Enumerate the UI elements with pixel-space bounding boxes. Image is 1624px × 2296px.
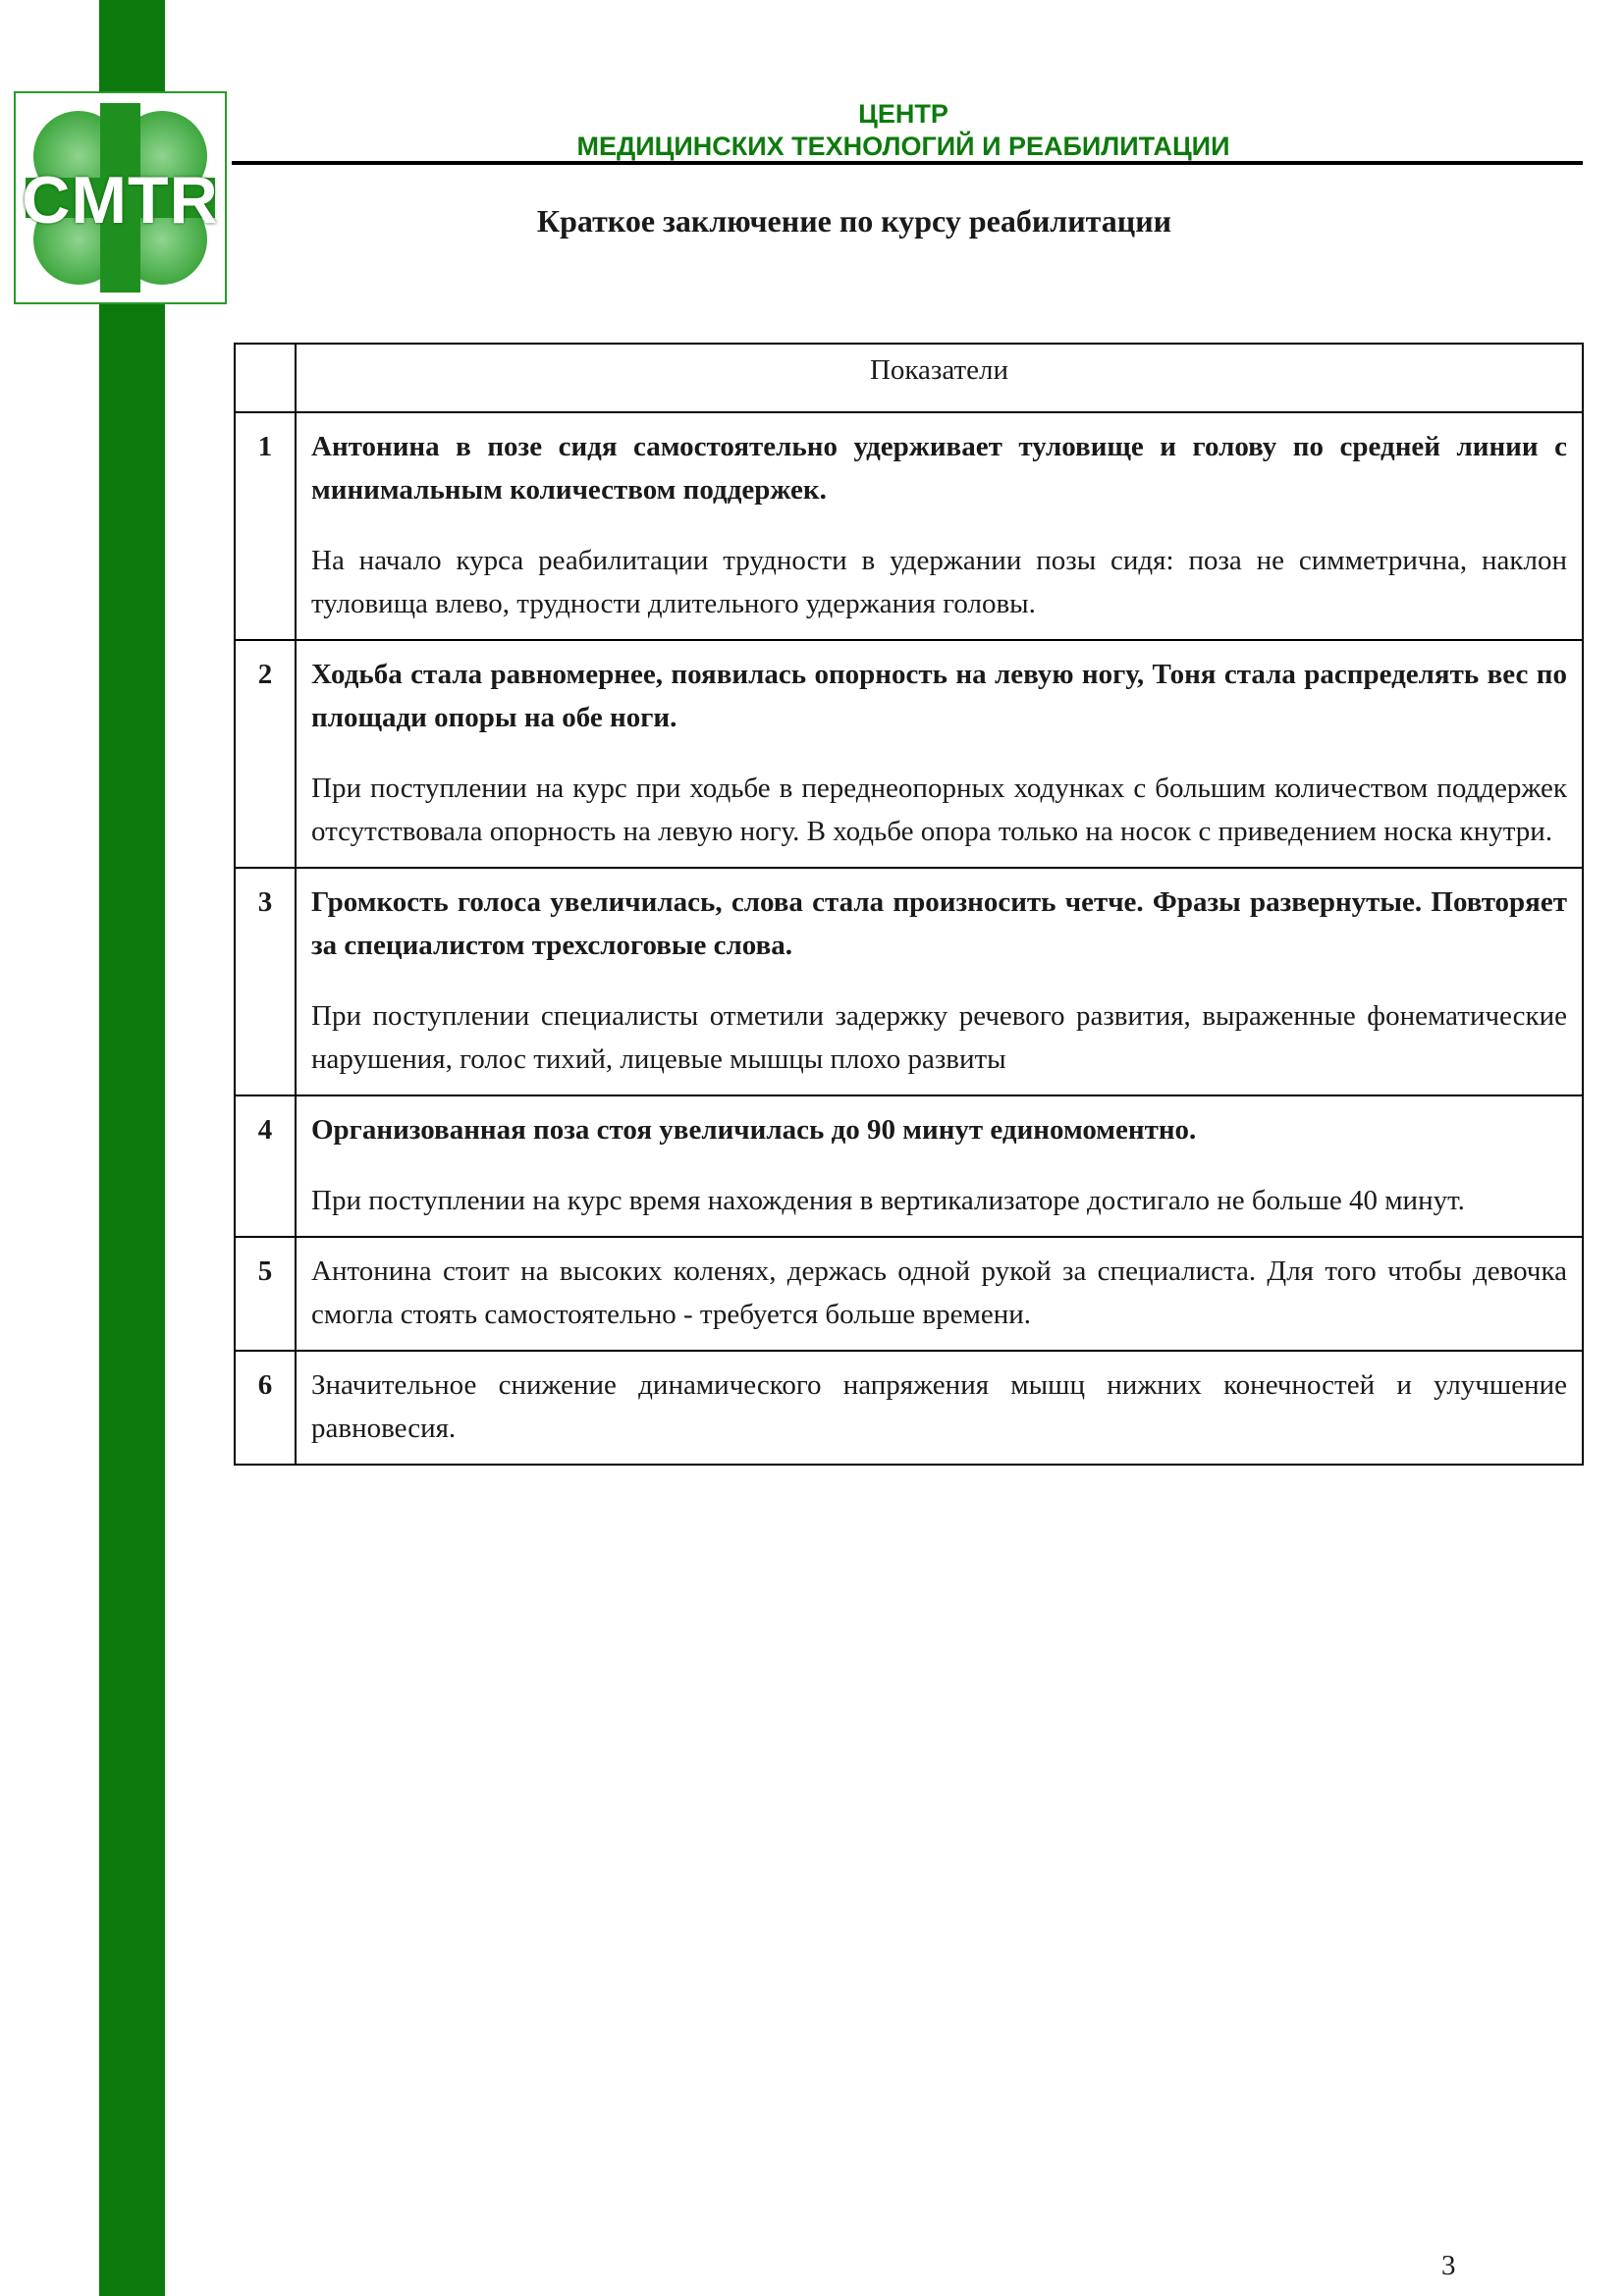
table-row: [235, 1351, 1583, 1465]
row-summary: Организованная поза стоя увеличилась до 90 минут единомоментно.: [311, 1114, 1197, 1146]
row-number: 6: [235, 1351, 296, 1465]
row-number: 4: [235, 1095, 296, 1237]
row-summary: Громкость голоса увеличилась, слова стала произносить четче. Фразы развернутые. Повторяет за специалистом трехслоговые слова.: [311, 886, 1567, 961]
row-content: [296, 1351, 1583, 1465]
row-number: 2: [235, 640, 296, 868]
table-row: [235, 1095, 1583, 1237]
table-row: [235, 640, 1583, 868]
org-name-line2: МЕДИЦИНСКИХ ТЕХНОЛОГИЙ И РЕАБИЛИТАЦИИ: [576, 132, 1230, 161]
row-content: [296, 412, 1583, 640]
row-detail: Антонина стоит на высоких коленях, держась одной рукой за специалиста. Для того чтобы девочка смогла стоять самостоятельно - требуется больше времени.: [311, 1255, 1567, 1330]
row-content: [296, 868, 1583, 1095]
row-content: [296, 640, 1583, 868]
row-number: 3: [235, 868, 296, 1095]
row-number: 5: [235, 1237, 296, 1351]
row-summary: Ходьба стала равномернее, появилась опорность на левую ногу, Тоня стала распределять вес по площади опоры на обе ноги.: [311, 659, 1567, 733]
row-detail: При поступлении на курс при ходьбе в переднеопорных ходунках с большим количеством поддержек отсутствовала опорность на левую ногу. В ходьбе опора только на носок с приведением носка кнутри.: [311, 773, 1567, 847]
table-row: [235, 868, 1583, 1095]
row-summary: Антонина в позе сидя самостоятельно удерживает туловище и голову по средней линии с минимальным количеством поддержек.: [311, 431, 1567, 506]
table-header-row: [235, 344, 1583, 412]
row-detail: При поступлении на курс время нахождения в вертикализаторе достигало не больше 40 минут.: [311, 1185, 1465, 1216]
cmtr-logo: [14, 91, 227, 304]
indicators-table: [234, 343, 1584, 1466]
logo-text: CMTR: [22, 163, 219, 238]
row-number: 1: [235, 412, 296, 640]
table-row: [235, 1237, 1583, 1351]
row-detail: Значительное снижение динамического напряжения мышц нижних конечностей и улучшение равновесия.: [311, 1369, 1567, 1444]
header-num-cell: [235, 344, 296, 412]
page-number: 3: [1441, 2250, 1456, 2281]
row-detail: На начало курса реабилитации трудности в удержании позы сидя: поза не симметрична, наклон туловища влево, трудности длительного удержания головы.: [311, 545, 1567, 619]
row-detail: При поступлении специалисты отметили задержку речевого развития, выраженные фонематические нарушения, голос тихий, лицевые мышцы плохо развиты: [311, 1000, 1567, 1075]
row-content: [296, 1237, 1583, 1351]
document-title: Краткое заключение по курсу реабилитации: [536, 203, 1172, 239]
table-header: Показатели: [296, 344, 1583, 412]
header-divider: [232, 161, 1583, 165]
row-content: [296, 1095, 1583, 1237]
table-row: [235, 412, 1583, 640]
side-green-bar: [99, 0, 165, 2296]
org-name-line1: ЦЕНТР: [858, 99, 948, 129]
